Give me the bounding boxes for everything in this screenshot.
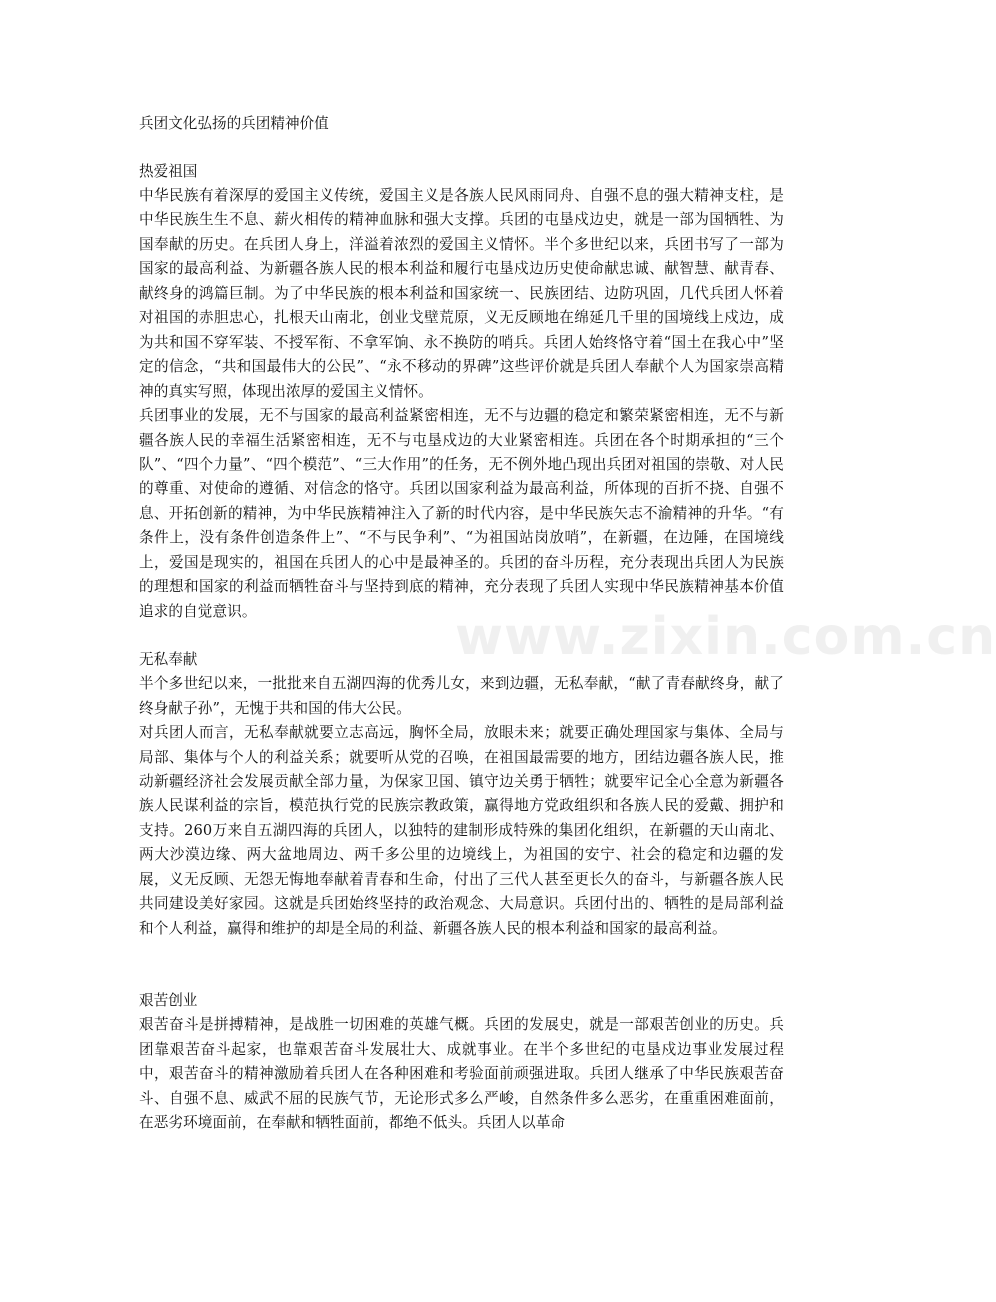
- spacer: [139, 624, 784, 648]
- paragraph: 艰苦奋斗是拼搏精神，是战胜一切困难的英雄气概。兵团的发展史，就是一部艰苦创业的历史。兵团靠艰苦奋斗起家，也靠艰苦奋斗发展壮大、成就事业。在半个多世纪的屯垦戍边事业发展过程中，艰苦奋斗的精神激励着兵团人在各种困难和考验面前顽强进取。兵团人继承了中华民族艰苦奋斗、自强不息、威武不屈的民族气节，无论形式多么严峻，自然条件多么恶劣，在重重困难面前，在恶劣环境面前，在奉献和牺牲面前，都绝不低头。兵团人以革命: [139, 1016, 784, 1131]
- watermark: www.zixin.com.cn: [455, 607, 996, 667]
- section-heading: 热爱祖国: [139, 163, 198, 180]
- section-heading: 无私奉献: [139, 651, 198, 669]
- spacer: [139, 941, 784, 989]
- paragraph: 兵团事业的发展，无不与国家的最高利益紧密相连，无不与边疆的稳定和繁荣紧密相连，无不与新疆各族人民的幸福生活紧密相连，无不与屯垦戍边的大业紧密相连。兵团在各个时期承担的“三个队”、“四个力量”、“四个模范”、“三大作用”的任务，无不例外地凸现出兵团对祖国的崇敬、对人民的尊重、对使命的遵循、对信念的恪守。兵团以国家利益为最高利益，所体现的百折不挠、自强不息、开拓创新的精神，为中华民族精神注入了新的时代内容，是中华民族矢志不渝精神的升华。“有条件上，没有条件创造条件上”、“不与民争利”、“为祖国站岗放哨”，在新疆，在边陲，在国境线上，爱国是现实的，祖国在兵团人的心中是最神圣的。兵团的奋斗历程，充分表现出兵团人为民族的理想和国家的利益而牺牲奋斗与坚持到底的精神，充分表现了兵团人实现中华民族精神基本价值追求的自觉意识。: [139, 407, 784, 620]
- section-hard-work: [139, 989, 784, 1135]
- section-love-country: [139, 160, 784, 624]
- document-title: 兵团文化弘扬的兵团精神价值: [139, 115, 329, 132]
- document-page: [139, 112, 784, 1135]
- paragraph: 中华民族有着深厚的爱国主义传统，爱国主义是各族人民风雨同舟、自强不息的强大精神支柱，是中华民族生生不息、薪火相传的精神血脉和强大支撑。兵团的屯垦戍边史，就是一部为国牺牲、为国奉献的历史。在兵团人身上，洋溢着浓烈的爱国主义情怀。半个多世纪以来，兵团书写了一部为国家的最高利益、为新疆各族人民的根本利益和履行屯垦戍边历史使命献忠诚、献智慧、献青春、献终身的鸿篇巨制。为了中华民族的根本利益和国家统一、民族团结、边防巩固，几代兵团人怀着对祖国的赤胆忠心，扎根天山南北，创业戈壁荒原，义无反顾地在绵延几千里的国境线上戍边，成为共和国不穿军装、不授军衔、不拿军饷、永不换防的哨兵。兵团人始终恪守着“国土在我心中”坚定的信念，“共和国最伟大的公民”、“永不移动的界碑”这些评价就是兵团人奉献个人为国家崇高精神的真实写照，体现出浓厚的爱国主义情怀。: [139, 187, 784, 400]
- section-selfless-dedication: [139, 648, 784, 941]
- section-heading: 艰苦创业: [139, 992, 198, 1010]
- paragraph: 半个多世纪以来，一批批来自五湖四海的优秀儿女，来到边疆，无私奉献，“献了青春献终身，献了终身献子孙”，无愧于共和国的伟大公民。: [139, 675, 784, 717]
- paragraph: 对兵团人而言，无私奉献就要立志高远，胸怀全局，放眼未来；就要正确处理国家与集体、全局与局部、集体与个人的利益关系；就要听从党的召唤，在祖国最需要的地方，团结边疆各族人民，推动新疆经济社会发展贡献全部力量，为保家卫国、镇守边关勇于牺牲；就要牢记全心全意为新疆各族人民谋利益的宗旨，模范执行党的民族宗教政策，赢得地方党政组织和各族人民的爱戴、拥护和支持。260万来自五湖四海的兵团人，以独特的建制形成特殊的集团化组织，在新疆的天山南北、两大沙漠边缘、两大盆地周边、两千多公里的边境线上，为祖国的安宁、社会的稳定和边疆的发展，义无反顾、无怨无悔地奉献着青春和生命，付出了三代人甚至更长久的奋斗，与新疆各族人民共同建设美好家园。这就是兵团始终坚持的政治观念、大局意识。兵团付出的、牺牲的是局部利益和个人利益，赢得和维护的却是全局的利益、新疆各族人民的根本利益和国家的最高利益。: [139, 724, 784, 937]
